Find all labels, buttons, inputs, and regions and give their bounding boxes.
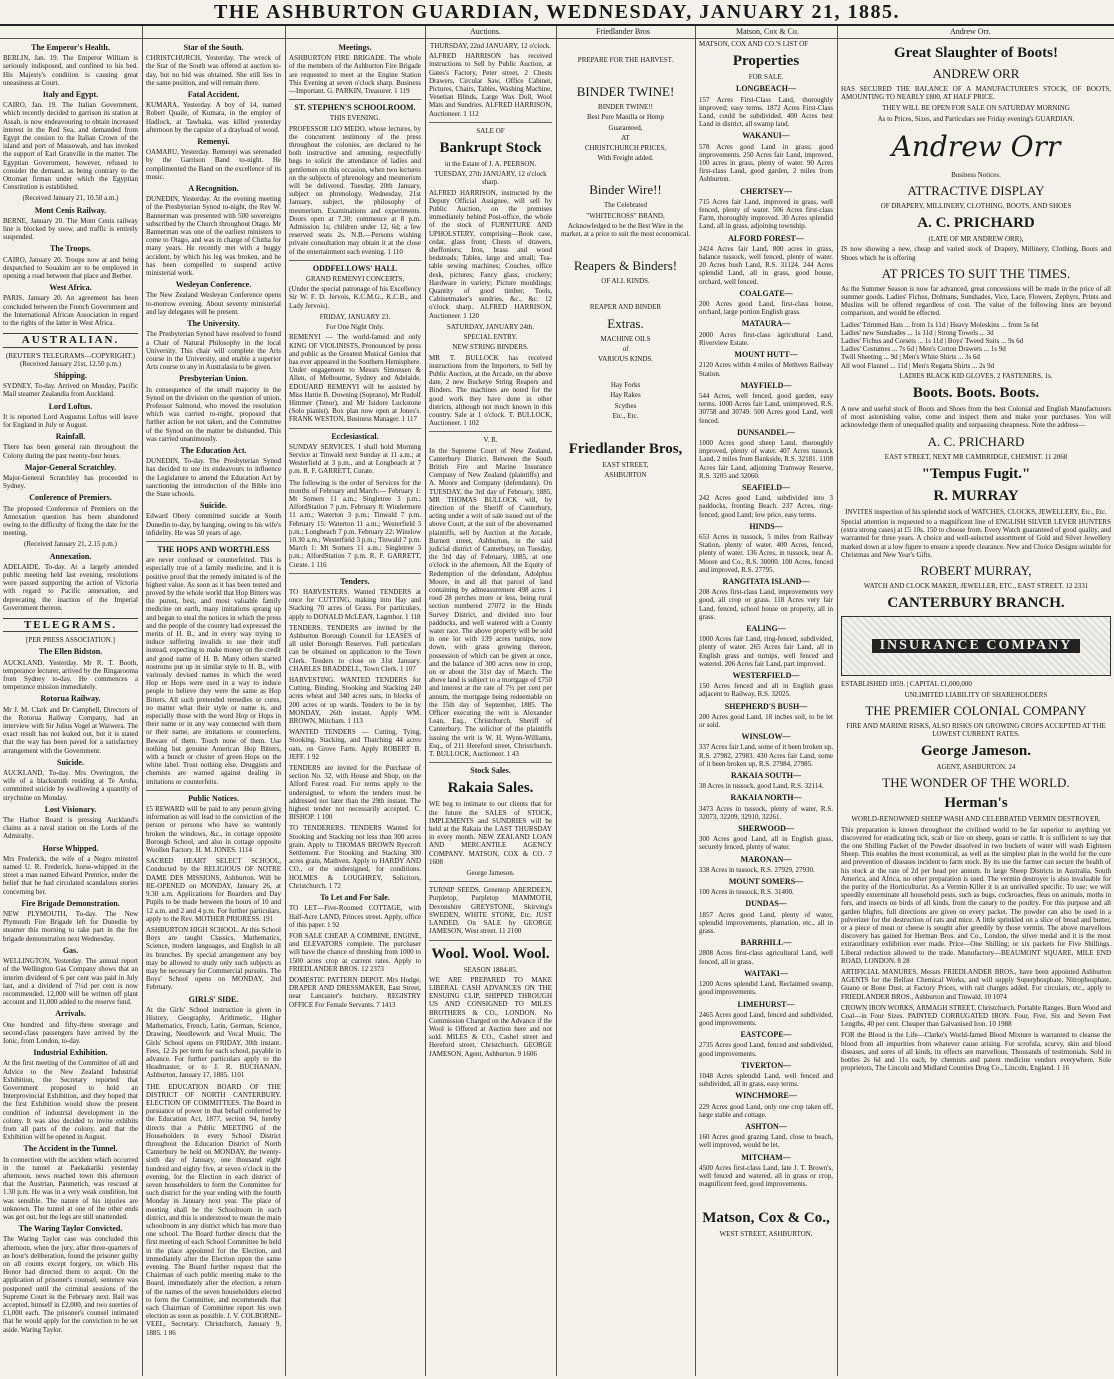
section-heading: Industrial Exhibition. [33,1048,108,1058]
ad-heading: Friedlander Bros, [568,441,683,458]
paragraph: TENDERS. TENDERS are invited by the Ashburton Borough Council for LEASES of all unlet Borough Reserves. Full particulars can be obtained on application to the Town Clerk. Tenders to close on 31st January. CHARLES BRADDELL, Town Clerk. 1 107 [289,623,421,673]
paragraph: WE beg to intimate to our clients that for the future the SALES of STOCK, IMPLEMENTS and SUNDRIES will be held at the Rakaia the LAST THURSDAY in every month. NEW ZEALAND LOAN AND MERCANTILE AGENCY COMPANY. MATSON, COX & CO. 7 1608 [429,800,552,866]
centered-line: MACHINE OILS [600,334,651,343]
paragraph: TO HARVESTERS. Wanted TENDERS at once for CUTTING, making into Hay and Stacking 70 acres of Grass. For particulars, apply to DONALD McLEAN, Lagmhor. 1 118 [289,587,421,621]
paragraph: TENDERS are invited for the Purchase of section No. 32, with House and Shop, on the Alford Forest road. For terms apply to the undersigned, to whom the tenders must be addressed not later than the 29th instant. The highest tender not necessarily accepted. C. BISHOP. 1 100 [289,764,421,822]
paragraph: 229 Acres good Land, only one crop taken off, large stable and cottage. [699,1102,833,1119]
section-heading: EASTCOPE— [740,1030,792,1040]
section-heading: Ecclesiastical. [331,431,379,441]
paragraph: WELLINGTON, Yesterday. The annual report of the Wellington Gas Company shows that an interim dividend of 6 per cent was paid in July last, and a dividend of 7½d per cent is now recommended. 12,000 will be written off plant account and 11,000 added to the reserve fund. [3,957,138,1007]
section-heading: A Recognition. [188,184,239,194]
spacer [560,240,691,254]
section-heading: The Emperor's Health. [31,43,110,52]
paragraph: TO TENDERERS. TENDERS Wanted for Stooking and Stacking not less than 300 acres grain. Apply to THOMAS BROWN Ryecroft Settlement. For Stooking and Stacking 300 acres grain, Mathven. Apply to HARDY AND CO., or the undersigned, for conditions. HOLMES & LOUGHREY, Solicitors, Christchurch. 1 72 [289,824,421,890]
centered-line: SALE OF [476,126,505,135]
section-heading: Meetings. [338,43,372,52]
centered-line: in the Estate of J. A. PEERSON. [444,160,537,169]
paragraph: In consequence of the small majority in the Synod on the division on the question of union, Professor Salmond, who moved the resolution which was carried to-night, proposed that further action be not taken, and the Committee of the Synod on the matter be disbanded. This was carried unanimously. [146,385,281,443]
section-heading: Shipping. [54,370,87,380]
centered-line: WATCH AND CLOCK MAKER, JEWELLER, ETC., EAST STREET. 12 2331 [863,582,1089,591]
paragraph: At the first meeting of the Committee of all and Advice to the New Zealand Industrial Exhibition, the Secretary reported that Government proposed to hold an Interprovincial Exhibition, and they hoped that the first Exhibition would show the present condition of industrial development in the colony. It was also decided to invite exhibits from all parts of the colony, and that the Exhibition will be opened in August. [3,1059,138,1142]
centered-line: CHRISTCHURCH PRICES, [584,144,667,153]
paragraph: 242 Acres good Land, subdivided into 3 paddocks, fronting Beach. 237 Acres, ring-fenced, good Land; low price, easy terms. [699,494,833,519]
spacer [560,66,691,80]
centered-line: FOR SALE. [748,73,784,82]
divider [429,881,552,882]
centered-line: Etc., Etc. [612,411,639,420]
section-heading: Horse Whipped. [42,843,99,853]
masthead [0,0,1114,26]
section-heading: MOUNT SOMERS— [728,877,804,887]
centered-line: (REUTER'S TELEGRAMS—COPYRIGHT.) (Received January 21st, 12.50 p.m.) [6,351,135,368]
paragraph: 338 Acres in tussock, R.S. 27929, 27930. [699,865,815,874]
header-auctions: Auctions. [470,27,501,36]
paragraph: 1000 Acres fair Land, ring-fenced, subdivided, plenty of water. 265 Acres fair Land, all in English grass and turnips, well fenced and watered. 206 Acres fair Land, part improved. [699,635,833,668]
paragraph: Major-General Scratchley has proceeded to Sydney. [3,473,138,491]
centered-line: Acknowledged to be the Best Wire in the market, at a price to suit the most economical. [560,221,691,239]
centered-line: For One Night Only. [326,323,384,332]
section-heading: DUNSANDEL— [737,427,795,437]
section-heading: To Let and For Sale. [320,893,390,903]
section-heading: Suicide. [57,757,84,767]
divider [289,99,421,100]
paragraph: PARIS, January 20. An agreement has been concluded between the French Government and the International African Association in regard to the rights of the latter in West Africa. [3,294,138,328]
spacer [560,164,691,178]
section-heading: COALGATE— [739,288,793,298]
paragraph: CAIRO, January 20. Troops now at and being despatched to Souakim are to be employed in opening a road between that place and Berber. [3,255,138,281]
centered-line: FIRE AND MARINE RISKS, ALSO RISKS ON GROWING CROPS ACCEPTED AT THE LOWEST CURRENT RATES. [846,721,1106,738]
paragraph: 337 Acres fair Land, some of it been broken up, R.S. 27982, 27983. 430 Acres fair Land, some of it been broken up, R.S. 27984, 27985. [699,743,833,768]
section-heading: Rainfall. [55,432,86,442]
paragraph: TURNIP SEEDS. Greentop ABERDEEN, Purpletop, Purpletop MAMMOTH, Devonshire GREYSTONE, Skirving's SWEDEN, WHITE STONE, Etc. JUST LANDED. On SALE by GEORGE JAMESON, West street. 11 2100 [429,886,552,936]
paragraph: As the Summer Season is now far advanced, great concessions will be made in the price of all summer goods. Ladies' Fichus, Dolmans, Sunshades, Vice, Lace, Flowers, Zephyrs, Prints and Muslins will be offered regardless of cost. The value of the following lines are beyond comparison, and would be effected. [841,284,1111,318]
section-heading: LONGBEACH— [735,84,796,94]
centered-line: Scythes [614,401,637,410]
section-banner: AUSTRALIAN. [3,333,138,347]
paragraph: 715 Acres fair Land, improved in grass, well fenced, plenty of water. 506 Acres first-class Farm, thoroughly improved. 30 Acres splendid Land, all in grass, adjoining township. [699,197,833,231]
centered-line: AT [621,133,630,142]
ad-heading: A. C. PRICHARD [917,215,1035,232]
centered-line: SATURDAY, JANUARY 24th. [446,322,535,331]
ad-heading: Properties [732,53,800,70]
paragraph: SUNDAY SERVICES. I shall hold Morning Service at Tinwald next Sunday at 11 a.m.; at Westerfield at 3 p.m., and at Longbeach at 7 p.m. R. F. GARRETT, Curate. [289,442,421,476]
paragraph: Edward Obery committed suicide at South Dunedin to-day, by hanging, owing to his wife's infidelity. He was 50 years of age. [146,512,281,537]
section-heading: CHERTSEY— [740,186,792,196]
paragraph: The New Zealand Wesleyan Conference opens to-morrow evening. About seventy ministerial and lay delegates will be present. [146,291,281,316]
ad-heading: Bankrupt Stock [439,140,542,157]
section-heading: Italy and Egypt. [42,90,99,100]
paragraph: Mrs Frederick, the wife of a Negro minstrel named U. R. Frederick, horse-whipped in the street a man named Edward Prentice, under the belief that he had circulated scandalous stories concerning her. [3,854,138,896]
header-friedlander: Friedlander Bros [596,27,650,36]
section-heading: ST. STEPHEN'S SCHOOLROOM. [294,103,416,113]
price-line: Ladies' Fichus and Corsets ... 1s 11d | Boys' Tweed Suits ... 9s 6d [841,337,1024,346]
centered-line: LADIES BLACK KID GLOVES, 2 FASTENERS, 1s. [899,371,1053,380]
paragraph: BERNE, January 20. The Mont Cenis railway line is blocked by snow, and traffic is entirely suspended. [3,216,138,242]
section-heading: RANGITATA ISLAND— [722,576,810,586]
column-news-cables [0,40,141,1374]
paragraph: 157 Acres First-Class Land, thoroughly improved; easy terms. 1872 Acres First-Class Land, could be subdivided. 400 Acres best Land in district, all swamp land. [699,95,833,129]
section-heading: Rotorua Railway. [40,694,101,704]
paragraph: FOR SALE CHEAP. A COMBINE, ENGINE, and ELEVATORS complete. The purchaser will have the chance of threshing from 1000 to 1500 acres crop at current rates. Apply to FRIEDLANDER BROS. 12 2373 [289,931,421,973]
paragraph: The Presbyterian Synod have resolved to found a Chair of Natural Philosophy in the local University. This chair will complete the Arts course in the University, and enable a superior Arts course to any in Australasia to be given. [146,330,281,372]
centered-line: VARIOUS KINDS. [597,355,654,364]
centered-line: (Received January 21, 2.15 p.m.) [24,540,117,549]
price-line: All wool Flannel ... 11d | Men's Regatta Shirts ... 2s 9d [841,361,995,370]
paragraph: DOMESTIC PATTERN DEPOT. Mrs Hodge, DRAPER AND DRESSMAKER, East Street, near Lancaster's butchery. REGISTRY OFFICE For Female Servants. 7 1413 [289,975,421,1009]
paragraph: 150 Acres fenced and all in English grass adjacent to Railway, R.S. 32025. [699,682,833,699]
section-heading: MOUNT HUTT— [734,350,798,360]
paragraph: It is reported Lord Augustus Loftus will leave for England in July or August. [3,412,138,429]
paragraph: 1857 Acres good Land, plenty of water, splendid improvements, plantation, etc., all in grass. [699,910,833,936]
price-line: Twill Sheeting ... 9d | Men's White Shirts ... 3s 6d [841,353,980,362]
section-heading: The Waring Taylor Convicted. [18,1224,123,1234]
spacer [560,422,691,436]
paragraph: OAMARU, Yesterday. Remenyi was serenaded by the Garrison Band to-night. He complimented the Band on the excellence of its music. [146,148,281,181]
paragraph: ALFRED HARRISON has received instructions to Sell by Public Auction, at Gates's Factory, Peter street, 2 Chests Drawers, Circular Saw, Office Cabinet, Pictures, Chairs, Tables, Washing Machine, Venetian Blinds, Large Wax Doll, Wool Mats and Sundries. ALFRED HARRISON, Auctioneer. 1 112 [429,52,552,118]
paragraph: The Waring Taylor case was concluded this afternoon, when the jury, after three-quarters of an hour's deliberation, found the prisoner guilty on all counts except forgery, on which His Honor had directed them to acquit. On the application of prisoner's counsel, sentence was postponed until the criminal sessions of the Supreme Court in the February next. Bail was accepted, himself in £2,000, and two sureties of £1,000 each. The prisoner's counsel intimated that he would apply for the conviction to be set aside. Waring Taylor. [3,1235,138,1334]
divider [146,790,281,791]
paragraph: ARTIFICIAL MANURES. Messrs FRIEDLANDER BROS., have been appointed Ashburton AGENTS for the Belfast Chemical Works, and will supply Superphosphate, Nitrophosphate, Guano or Bone Dust, at Factory Prices, with rail charges added. For circulars, etc., apply to FRIEDLANDER BROS., Ashburton and Tinwald. 10 1074 [841,967,1111,1001]
section-heading: Presbyterian Union. [179,374,248,384]
section-heading: MITCHAM— [741,1152,791,1162]
centered-line: THIS EVENING. [329,114,381,123]
centered-line: Best Pure Manilla or Hemp [587,113,664,122]
centered-line: V. R. [483,436,498,445]
centered-line: NEW STRING BINDERS. [452,343,529,352]
divider [289,260,421,261]
section-heading: Conference of Premiers. [29,493,112,503]
price-line: Ladies' Trimmed Hats ... from 1s 11d | Heavy Moleskins ... from 5s 6d [841,320,1039,329]
section-heading: MATAURA— [741,319,791,329]
paragraph: CAIRO, Jan. 19. The Italian Government, which recently decided to garrison its station at Assab, is now endeavouring to obtain increased interest in the Red Sea, and demanded from Egypt the cession to the Italian Crown of the island and port of Massowah, and has invoked the support of Earl Granville in the matter. The Egyptian Government, however, refused to consider the demand, as being contrary to the Ottoman firman under which the Egyptian Constitution is established. [3,101,138,192]
section-heading: Gas. [62,945,79,955]
paragraph: 2735 Acres good Land, fenced and subdivided, good improvements. [699,1041,833,1058]
signature: Andrew Orr [891,129,1061,163]
centered-line: ASHBURTON [604,471,647,480]
paragraph: AUCKLAND, To-day. Mrs Overington, the wife of a blacksmith residing at Te Aroha, committed suicide by swallowing a quantity of strychnine on Monday. [3,769,138,802]
paragraph: In connection with the accident which occurred in the tunnel at Paekakariki yesterday afternoon, news reached town this afternoon that the Austrian, Panmetich, was rescued at 1.30 p.m. He was in a very weak condition, but was sensible. The nature of his injuries are unknown. The tunnel at one of the other ends was got out, but the legs are still unattended. [3,1155,138,1221]
price-line: Ladies' Costumes ... 7s 6d | Men's Cotton Drawers ... 1s 9d [841,345,1006,354]
ad-heading: Herman's [944,795,1008,812]
paragraph: THE EDUCATION BOARD OF THE DISTRICT OF NORTH CANTERBURY. ELECTION OF COMMITTEES. The Board in pursuance of power in that behalf conferred by the Education Act, 1877, section 94, hereby directs that a Public MEETING of the Householders in every School District throughout the Education District of North Canterbury be held on MONDAY, the twenty-sixth day of January, one thousand eight hundred and eighty five, at seven o'clock in the evening, for the Election in each district of seven householders to form the Committee for such district for the year ending with the fourth Monday in January next year. The place of meeting shall be the Schoolroom in each district, and this is understood to mean the main schoolroom in any district which has more than one school. The Board further directs that the first meeting of each School Committee be held in the place appointed for the Election, and immediately after the Election upon the same evening. The Board further request that the Chairman of each public meeting make to the Board, immediately after the election, a return of the names of the seven householders elected to form the Committee, and recommends that each Chairman of Committee report his own election as soon as possible. J. V. COLBORNE-VEEL, Secretary. Christchurch, January 9, 1885. 1 86 [146,1082,281,1337]
section-heading: WESTERFIELD— [732,671,800,680]
centered-line: REAPER AND BINDER [589,303,662,312]
section-heading: EALING— [746,623,786,633]
centered-line: [PER PRESS ASSOCIATION.] [26,636,115,645]
centered-line: EAST STREET, [602,461,649,470]
section-heading: The Ellen Bidston. [38,647,103,657]
paragraph: 2808 Acres first-class agricultural Land, well fenced, all in grass. [699,949,833,966]
ad-heading: Great Slaughter of Boots! [893,45,1059,61]
ad-heading: "Tempus Fugit." [921,465,1031,482]
centered-line: PREPARE FOR THE HARVEST. [577,56,674,64]
display-line: Binder Wire!! [589,182,662,198]
paragraph: CROWN IRON WORKS, ARMAGH STREET, Christchurch. Portable Ranges. Burn Wood and Coal—in Four Sizes. PAINTED CORRUGATED IRON. Four, Five, Six and Seven Feet Lengths, 40 per cent. Cheaper than Galvanised Iron. 10 1988 [841,1003,1111,1029]
paragraph: 200 Acres good Land, 18 inches soil, to be let or sold. [699,712,833,730]
spacer [560,40,691,54]
section-heading: Suicide. [200,501,227,511]
section-heading: The Education Act. [180,445,247,455]
ad-heading: George Jameson. [921,743,1031,760]
column-orr-business [838,40,1114,1374]
insurance-banner [841,616,1111,676]
paragraph: WANTED TENDERS — Cutting, Tying, Stooking, Stacking, and Thatching 44 acres oats, on Grove Farm. Apply ROBERT B. JEFF. 1 92 [289,728,421,761]
display-line: Extras. [607,315,644,331]
paragraph: The following is the order of Services for the months of February and March:— February 1: Mt Somers 11 a.m.; Singletree 3 p.m.; AlfordStation 7 p.m. February 8: Windermere 11 a.m.; Waterton 3 p.m.; Tinwald 7 p.m. February 15: Waterton 11 a.m.; Westerfield 3 p.m.; Longbeach 7 p.m. February 22: Winslow 10.30 a.m.; Westerfield 3 p.m.; Tinwald 7 p.m. March 1: Mt Somers 11 a.m.; Singletree 3 p.m.; AlfordStation 7 p.m. R. F. GARRETT, Curate. 1 116 [289,478,421,569]
paragraph: 4500 Acres first-class Land, late J. T. Brown's, well fenced and watered, all in grass or crop, magnificent feed, good improvements. [699,1163,833,1189]
paragraph: At the Girls' School instruction is given in History, Geography, Arithmetic, Higher Mathematics, French, Latin, German, Science, Drawing, Needlework and Vocal Music. The Girls' School opens on FRIDAY, 30th instant. Fees, 12 2s per term for each school, payable in advance. For further particulars apply to the Headmaster, or to J. R. BUCHANAN, Ashburton, January 17, 1885. 1101 [146,1005,281,1080]
centered-line: of [622,344,629,353]
section-heading: SEAFIELD— [741,482,790,492]
paragraph: FOR the Blood is the Life—Clarke's World-famed Blood Mixture is warranted to cleanse the blood from all impurities from whatever cause arising. For scrofula, scurvy, skin and blood diseases, and sores of all kinds, its effects are marvellous. Thousands of testimonials. Sold in bottles 2s 6d and 11s each, by chemists and patent medicine vendors everywhere. Sole proprietors, The Lincoln and Midland Counties Drug Co., Lincoln, England. 1 16 [841,1031,1111,1073]
divider [146,541,281,542]
section-heading: LIMEHURST— [737,999,795,1009]
centered-line: With Freight added. [597,154,654,163]
centered-line: WEST STREET, ASHBURTON. [719,1230,813,1239]
paragraph: The proposed Conference of Premiers on the Annexation question has been abandoned owing to the difficulty of fixing the date for the meeting. [3,504,138,538]
section-heading: The Accident in the Tunnel. [23,1144,118,1154]
paragraph: DUNEDIN, Yesterday. At the evening meeting of the Presbyterian Synod to-night, the Rev W. Bannerman was presented with 500 sovereigns subscribed by the Church throughout Otago. Mr Bannerman was one of the earliest ministers to come to Otago, and was in charge of Clutha for many years. He recently met with a buggy accident, by which his leg was broken, and he has been compelled to suspend active ministerial work. [146,195,281,278]
section-heading: Lost Visionary. [44,804,97,814]
display-line: Reapers & Binders! [573,258,678,274]
section-heading: ASHTON— [745,1121,787,1131]
centered-line: Business Notices. [951,170,1001,179]
ad-heading: Matson, Cox & Co., [702,1210,830,1227]
section-heading: Fire Brigade Demonstration. [21,898,120,908]
section-heading: SHEPHERD'S BUSH— [724,701,808,711]
section-heading: Lord Loftus. [48,401,93,411]
paragraph: £5 REWARD will be paid to any person giving information as will lead to the conviction of the person or persons who have so wantonly broken the windows, &c., in cottage opposite Borough School, and also in cottage opposite Woollen Factory. H. M. JONES. 1114 [146,805,281,855]
centered-line: OF DRAPERY, MILLINERY, CLOTHING, BOOTS, AND SHOES [880,202,1072,211]
centered-line: FRIDAY, JANUARY 23. [319,312,391,321]
ad-heading: Boots. Boots. Boots. [912,385,1040,402]
paragraph: SACRED HEART SELECT SCHOOL, Conducted by the RELIGIOUS OF NOTRE DAME DES MISSIONS, Ashburton. Will be RE-OPENED on MONDAY, January 26, at 9.30 a.m. Applications for Boarders and Day Pupils to be made between the hours of 10 and 12 a.m. and 2 and 4 p.m. For further particulars, apply to the Rev. MOTHER PRIORESS. 191 [146,857,281,923]
paragraph: CHRISTCHURCH, Yesterday. The wreck of the Star of the South was offered at auction to-day, but no bid was obtained. She still lies in the same position, and will remain there. [146,54,281,87]
paragraph: KUMARA, Yesterday. A boy of 14, named Robert Quaile, of Kumara, in the employ of Hadlock, at Tawhaka, was killed yesterday afternoon by the capsize of a drayload of wood. [146,101,281,134]
paragraph: 2120 Acres within 4 miles of Methven Railway Station. [699,361,833,378]
centered-line: SEASON 1884-85. [463,965,518,974]
paragraph: A new and useful stock of Boots and Shoes from the best Colonial and English Manufacturers of most astonishing value, come and inspect them and make your purchases. You will acknowledge them of unequalled quality and surpassing cheapness. Note the address— [841,405,1111,430]
paragraph: 1000 Acres good sheep Land, thoroughly improved, plenty of water. 407 Acres tussock Land, 2 miles from Bankside, R.S. 32181. 1108 Acres fair Land, adjoining Tramway Reserve, R.S. 3205 and 32060. [699,438,833,480]
display-line: THE PREMIER COLONIAL COMPANY [865,702,1087,718]
section-heading: DUNDAS— [745,899,787,909]
centered-line: George Jameson. [466,869,515,878]
spacer [560,365,691,379]
column-matson-properties [696,40,836,1374]
section-heading: WINCHMORE— [735,1091,797,1101]
centered-line: EAST STREET, NEXT MR CAMBRIDGE, CHEMIST. 11 2068 [884,452,1068,461]
paragraph: In the Supreme Court of New Zealand, Canterbury District. Between the South British Fire and Marine Insurance Company of New Zealand (plaintiffs) and A. Moore and Company (defendants). On TUESDAY, the 3rd day of February, 1885, MR THOMAS BULLOCK will, by direction of the Sheriff of Canterbury, acting under a writ of sale issued out of the above Court, at the suit of the abovenamed plaintiffs, sell by Auction at the Arcade, Burnett street, Ashburton, in the said judicial district of Canterbury, on Tuesday, the 3rd day of February, 1885, at one o'clock in the afternoon, All the Equity of Redemption of the defendant, Adolphus Moore, in and all that parcel of land containing by admeasurement 498 acres 1 rood 28 perches more or less, being rural section numbered 27072 in the Hinds Survey District, and divided into four paddocks, and well watered with a County water race. The above property will be sold in one lot with 139 acres turnips, now down, with grass growing thereon, possession of which can be given at once, and the balance of 300 acres now in crop, on or about the 31st day of March. The above land is subject to a mortgage of £750 and interest at the rate of 7½ per cent per annum, the mortgage being redeemable on the 15th day of September, 1885. The Officer executing the writ is Alexander Lean, Esq., Christchurch, Sheriff of Canterbury. The solicitor of the plaintiffs issuing the writ is W. H. Wynn-Williams, Esq., of 211 Hereford street, Christchurch. T. BULLOCK, Auctioneer. 1 43 [429,446,552,759]
spacer [699,1191,833,1205]
section-heading: Arrivals. [55,1009,86,1019]
paragraph: Special attention is requested to a magnificent line of ENGLISH SILVER LEVER HUNTERS (extra strong cases) at £5 10s. 150 to choose from. Every Watch guaranteed of good quality, and warranted for three years. A choice and well-selected assortment of Gold and Silver Jewellery marked down at a low figure to ensure a speedy clearance. New and Choice Designs suitable for Christmas and New Year's Gifts. [841,518,1111,559]
section-heading: The Troops. [50,244,91,254]
paragraph: ASHBURTON FIRE BRIGADE. The whole of the members of the Ashburton Fire Brigade are requested to meet at the Engine Station This Evening at seven o'clock sharp. Business—Important. G. PARKIN, Treasurer. 1 119 [289,54,421,96]
section-heading: BARRHILL— [740,938,792,948]
centered-line: The Celebrated [604,201,647,210]
ad-heading: Rakaia Sales. [447,780,534,797]
section-heading: Annexation. [49,551,92,561]
paragraph: AUCKLAND, Yesterday. Mr R. T. Booth, temperance lecturer, arrived by the Ringarooma from Sydney to-day. He commences a temperance mission immediately. [3,658,138,692]
centered-line: (LATE OF MR ANDREW ORR), [928,235,1024,244]
section-heading: MARONAN— [740,854,792,864]
section-heading: ALFORD FOREST— [728,233,804,243]
paragraph: One hundred and fifty-three steerage and second-class passengers have arrived by the Ionic, from London, to-day. [3,1020,138,1045]
divider [429,122,552,123]
paragraph: REMENYI — The world-famed and only KING OF VIOLINISTS, Pronounced by press and public as the Greatest Musical Genius that has ever appeared in the Southern Hemisphere. Under engagement to Messrs Simonsen & Allen, of Melbourne, Sydney and Adelaide. EDOUARD REMENYI will be assisted by Miss Hattie B. Downing (Soprano), Mr Rudolf Himmer (Tenor), and Mr Isidore Luckstone (Solo pianist). Box plan now open at Jones's. FRANK WESTON, Business Manager. 1 117 [289,333,421,424]
paragraph: 160 Acres good grazing Land, close to beach, well improved, would be let. [699,1133,833,1150]
section-heading: The University. [187,319,240,329]
paragraph: HARVESTING. WANTED TENDERS for Cutting, Binding, Stooking and Stacking 240 acres wheat and 340 acres oats, in blocks of 200 acres or up wards. Tenders to be in by MONDAY, 26th instant. Apply WM. BROWN, Mitcham. 1 113 [289,676,421,726]
display-line: AT PRICES TO SUIT THE TIMES. [881,265,1071,281]
header-matson: Matson, Cox & Co. [736,27,799,36]
paragraph: Mr J. M. Clark and Dr Campbell, Directors of the Rotorua Railway Company, had an interview with Sir Julius Vogel at Waiwera. The exact result has not leaked out, but it is stated that the way has been paved for a satisfactory arrangement with the Government. [3,705,138,755]
price-line: Ladies' new Sunshades ... 1s 11d | Strong Towels ... 3d [841,328,994,337]
section-heading: Tenders. [340,576,370,586]
display-line: THE WONDER OF THE WORLD. [882,775,1070,791]
section-heading: Major-General Scratchley. [24,462,117,472]
column-auctions [426,40,555,1374]
paragraph: MR T. BULLOCK has received instructions from the Importers, to Sell by Public Auction, at the Arcade, on the above date, 2 new Buckeye String Reapers and Binders. The machines are noted for the good work they have done in other districts, although not much known in this country. Sale at 1 o'clock. T. BULLOCK, Auctioneer. 1 102 [429,353,552,428]
centered-line: Hay Rakes [610,391,641,400]
paragraph: 2000 Acres first-class agricultural Land, Riverview Estate. [699,330,833,347]
section-heading: ODDFELLOWS' HALL [312,263,398,273]
centered-line: SPECIAL ENTRY. [463,333,518,342]
newspaper-title: THE ASHBURTON GUARDIAN, WEDNESDAY, JANUARY 21, 1885. [214,1,900,23]
centered-line: THEY WILL BE OPEN FOR SALE ON SATURDAY MORNING [882,104,1070,113]
centered-line: AGENT, ASHBURTON. 24 [936,763,1016,772]
paragraph: 1200 Acres splendid Land, Reclaimed swamp, good improvements. [699,980,833,997]
paragraph: 200 Acres good Land, first-class house, orchard, large portion English grass. [699,300,833,317]
paragraph: NEW PLYMOUTH, To-day. The New Plymouth Fire Brigade left for Dunedin by steamer this morning to take part in the fire brigade demonstration next Wednesday. [3,910,138,943]
divider [429,762,552,763]
ad-heading: CANTERBURY BRANCH. [887,595,1065,612]
section-heading: Mont Cenis Railway. [34,205,107,215]
section-heading: Public Notices. [188,793,239,803]
centered-line: Hay Forks [610,381,641,390]
paragraph: DUNEDIN, To-day. The Presbyterian Synod has decided to use its endeavours to influence the Legislature to amend the Education Act by sanctioning the introduction of the Bible into the State schools. [146,457,281,498]
centered-line: UNLIMITED LIABILITY OF SHAREHOLDERS [904,690,1048,699]
section-heading: RAKAIA NORTH— [730,793,802,803]
section-heading: TIVERTON— [740,1060,792,1070]
paragraph: 3473 Acres in tussock, plenty of water, R.S. 32073, 32209, 32910, 32261. [699,804,833,821]
paragraph: This preparation is known throughout the civilised world to be far superior to anything yet discovered for eradicating tick, scab or lice on sheep, goats or cattle. It is sufficient to say that the one Shilling Packet of the Powder dissolved in two buckets of water will wash Eighteen Sheep. This enables the most economical, as well as the simplest plan in the world for the cure and prevention of diseases incident to farm stock. By its use the farmer can secure the health of his stock at the rate of 2d per head per annum. In large Sheep Districts in Australia, South America, and Africa, no other preparation is used. The vermin destroyer is also invaluable for the purity of the Horticulturist. As a Vermin Killer it is an unrivalled specific. To use: we will speedily exterminate all household pests, such as bugs, cockroaches, fleas on animals, moths in furs, and insects on birds of all kinds, from the canary to the poultry. For this purpose and all garden blights, full directions are given on every packet. The powder can also be used in a pulverizer for the destruction of rats and mice. A little sprinkled on a slice of bread and butter, or a piece of meat or cheese is sought after greedily by those vermin. The above marvellous discovery has gained for Herman Bros. and Co., London, the silver medal and it is the most extraordinary exhibition ever made. Price—One Shilling; or six packets for Five Shillings. Liberal reduction allowed to the trade. Manufactory—BEAUMONT SQUARE, MILE END ROAD, LONDON. 8 28 [841,825,1111,965]
display-line: ATTRACTIVE DISPLAY [907,183,1045,199]
paragraph: 1048 Acres splendid Land, well fenced and subdivided, all in grass, easy terms. [699,1071,833,1089]
centered-line: (Received January 21, 10.50 a.m.) [22,194,119,203]
centered-line: As to Prices, Sizes, and Particulars see Friday evening's GUARDIAN. [877,114,1075,123]
insurance-logo-text: INSURANCE COMPANY [872,639,1081,653]
section-heading: WAITAKI— [744,968,788,978]
paragraph: 300 Acres good Land, all in English grass, securely fenced, plenty of water. [699,835,833,852]
section-heading: GIRLS' SIDE. [188,994,239,1004]
paragraph: 544 Acres, well fenced, good garden, easy terms. 1000 Acres fair Land, unimproved, R.S. 30758 and 30749. 500 Acres good Land, well fenced. [699,391,833,425]
section-heading: MAYFIELD— [740,380,792,390]
paragraph: ALFRED HARRISON, instructed by the Deputy Official Assignee, will sell by Public Auction, on the premises immediately behind Post-office, the whole of the stock of FURNITURE AND UPHOLSTERY, comprising—Book case, cedar, glass front; Chests of drawers, sheffoniers; Iron, brass and wood bedsteads; Tables, large and small; Tea-table sewing machines; Couches, office desk, pictures; Fancy glass, crockery; Hardware in variety; Picture mouldings; Quantity of good timber; Tools, Cabinetmaker's sundries, &c., &c. 12 o'clock sharp. ALFRED HARRISON, Auctioneer. 1 120 [429,188,552,320]
paragraph: There has been general rain throughout the Colony during the past twenty-four hours. [3,443,138,460]
paragraph: MATSON, COX AND CO.'S LIST OF [699,40,809,48]
display-line: A. C. PRICHARD [927,433,1025,449]
paragraph: 100 Acres in tussock, R.S. 31400. [699,888,794,897]
display-line: BINDER TWINE! [576,84,675,100]
section-heading: WINSLOW— [741,732,791,742]
divider [289,573,421,574]
paragraph: 653 Acres in tussock, 5 miles from Railway Station, plenty of water. 400 Acres, fenced, plenty of water. 136 Acres, in tussock, near A. Moore and Co., R.S. 30000. 100 Acres, fenced and improved, R.S. 27795. [699,532,833,574]
centered-line: WORLD-RENOWNED SHEEP WASH AND CELEBRATED VERMIN DESTROYER. [851,815,1101,824]
section-heading: Stock Sales. [470,766,511,776]
paragraph: HAS SECURED THE BALANCE OF A MANUFACTURER'S STOCK, OF BOOTS, AMOUNTING TO NEARLY £800, AT HALF PRICE. [841,85,1111,102]
divider [289,428,421,429]
paragraph: 208 Acres first-class Land, improvements very good, all crop or grass. 118 Acres very fair Land, fenced, school house on property, all in grass. [699,588,833,621]
section-heading: RAKAIA SOUTH— [730,771,801,781]
price-line: ESTABLISHED 1859. | CAPITAL £1,000,000 [841,680,972,689]
centered-line: GRAND REMENYI CONCERTS, [305,275,405,284]
paragraph: (Under the special patronage of his Excellency Sir W. F. D. Jervois, K.C.M.G., K.C.B., and Lady Jervois). [289,285,421,310]
centered-line: OF ALL KINDS. [601,277,650,286]
centered-line: TUESDAY, 27th JANUARY, 12 o'clock sharp. [434,170,547,187]
section-heading: THE HOPS AND WORTHLESS [157,544,270,554]
section-banner: TELEGRAMS. [3,618,138,632]
paragraph: WE ARE PREPARED TO MAKE LIBERAL CASH ADVANCES ON THE ENSUING CLIP, SHIPPED THROUGH US AND CONSIGNED TO MILES BROTHERS & CO., LONDON. No Commission Charged on the Advance if the Wool is Offered at Auction here and not sold. MILES & CO., Cashel street and Hereford street, Christchurch. GEORGE JAMESON, Agent, Ashburton. 9 1606 [429,975,552,1058]
paragraph: 2424 Acres fair Land, 800 acres in grass, balance tussock, well fenced, plenty of water. 20 Acres bush Land, R.S. 31124. 244 Acres splendid Land, all in grass, good house, orchard, well fenced. [699,244,833,286]
paragraph: SYDNEY, To-day. Arrived on Monday, Pacific Mail steamer Zealandia from Auckland. [3,382,138,399]
paragraph: IS now showing a new, cheap and varied stock of Drapery, Millinery, Clothing, Boots and Shoes which he is offering [841,245,1111,262]
divider [429,940,552,941]
paragraph: ADELAIDE, To-day. At a largely attended public meeting held last evening, resolutions were passed supporting the action of Victoria with regard to Pacific annexation, and deprecating the inaction of the Imperial Government thereon. [3,562,138,612]
spacer [560,287,691,301]
section-heading: Remenyi. [197,137,230,147]
paragraph: 2465 Acres good Land, fenced and subdivided, good improvements. [699,1010,833,1027]
section-heading: Wesleyan Conference. [175,280,252,290]
centered-line: THURSDAY, 22nd JANUARY, 12 o'clock. [429,42,552,50]
divider [429,431,552,432]
centered-line: Guaranteed, [608,123,643,132]
header-orr: Andrew Orr. [950,27,991,36]
column-headers [0,26,1114,39]
section-heading: Fatal Accident. [187,90,240,100]
section-heading: HINDS— [749,521,783,531]
display-line: ANDREW ORR [932,66,1020,81]
section-heading: Star of the South. [183,43,244,52]
ad-heading: Wool. Wool. Wool. [431,945,550,962]
paragraph: The Harbor Board is pressing Auckland's claims as a naval station on the Lords of the Admiralty. [3,816,138,841]
column-news-notices [143,40,284,1374]
section-heading: WAKANUI— [742,131,790,141]
paragraph: BERLIN, Jan. 19. The Emperor William is seriously indisposed, and confined to his bed. His Majesty's condition is causing great uneasiness at Court. [3,54,138,87]
column-friedlander-ad [557,40,694,1374]
centered-line: INVITES inspection of his splendid stock of WATCHES, CLOCKS, JEWELLERY, Etc., Etc. [845,507,1107,516]
paragraph: are never confused or counterfeited. This is especially true of a family medicine, and it is positive proof that the remedy imitated is of the highest value. As soon as it has been tested and proved by the whole world that Hop Bitters was the purest, best, and most valuable family medicine on earth, many imitations sprang up and began to steal the notices in which the press and the people of the country had expressed the merits of H. B., and in every way trying to induce suffering invalids to use their stuff instead, expecting to make money on the credit and good name of H. B. Many others started nostrums put up in similar style to H. B., with variously devised names in which the word Hop or Hops were used in a way to induce people to believe they were the same as Hop Bitters. All such pretended remedies or cures, no matter what their style or name is, and especially those with the word Hop or Hops in their name or in any way connected with them or their name, are imitations or counterfeits. Beware of them. Touch none of them. Use nothing but genuine American Hop Bitters, with a bunch or cluster of green Hops on the white label. Trust nothing else. Druggists and chemists are warned against dealing in imitations or counterfeits. [146,556,281,786]
paragraph: PROFESSOR LIO MEDO, whose lectures, by the concurrent testimony of the press throughout the colonies, are declared to be both instructive and amusing, respectfully begs to solicit the attendance of ladies and gentlemen on this occasion, when two lectures on the subjects of phrenology and mesmerism will be delivered. Tuesday, 20th January, subject on phrenology. Wednesday, 21st January, subject, the philosophy of mesmerism. Examinations and experiments. Doors open at 7.30; commence at 8 p.m. Admission 1s; children under 12, 6d; a few reserved seats 2s. N.B.—Persons wishing private consultation may obtain it at the close of the entertainment each evening. 1 110 [289,124,421,256]
paragraph: 578 Acres good Land in grass; good improvements. 250 Acres fair Land, improved, 100 acres in grass, plenty of water. 90 Acres first-class Land, good garden, 2 miles from Ashburton. [699,142,833,184]
column-meetings-tenders [286,40,424,1374]
display-line: ROBERT MURRAY, [920,563,1032,579]
paragraph: TO LET—Five-Roomed COTTAGE, with Half-Acre LAND, Princes street. Apply, office of this paper. 1 92 [289,904,421,929]
section-heading: West Africa. [49,283,92,293]
paragraph: 38 Acres in tussock, good Land, R.S. 32114. [699,782,824,791]
centered-line: "WHITECROSS" BRAND, [586,211,665,220]
ad-heading: R. MURRAY [933,487,1019,504]
paragraph: ASHBURTON HIGH SCHOOL. At this School Boys are taught Classics, Mathematics, Science, modern languages, and English in all its branches. By special arrangement any boy may be allowed to study only such subjects as may be necessary for Commercial pursuits. The Boys' School opens on MONDAY, 2nd February. [146,925,281,992]
centered-line: BINDER TWINE!! [598,103,653,112]
section-heading: SHERWOOD— [738,824,794,834]
